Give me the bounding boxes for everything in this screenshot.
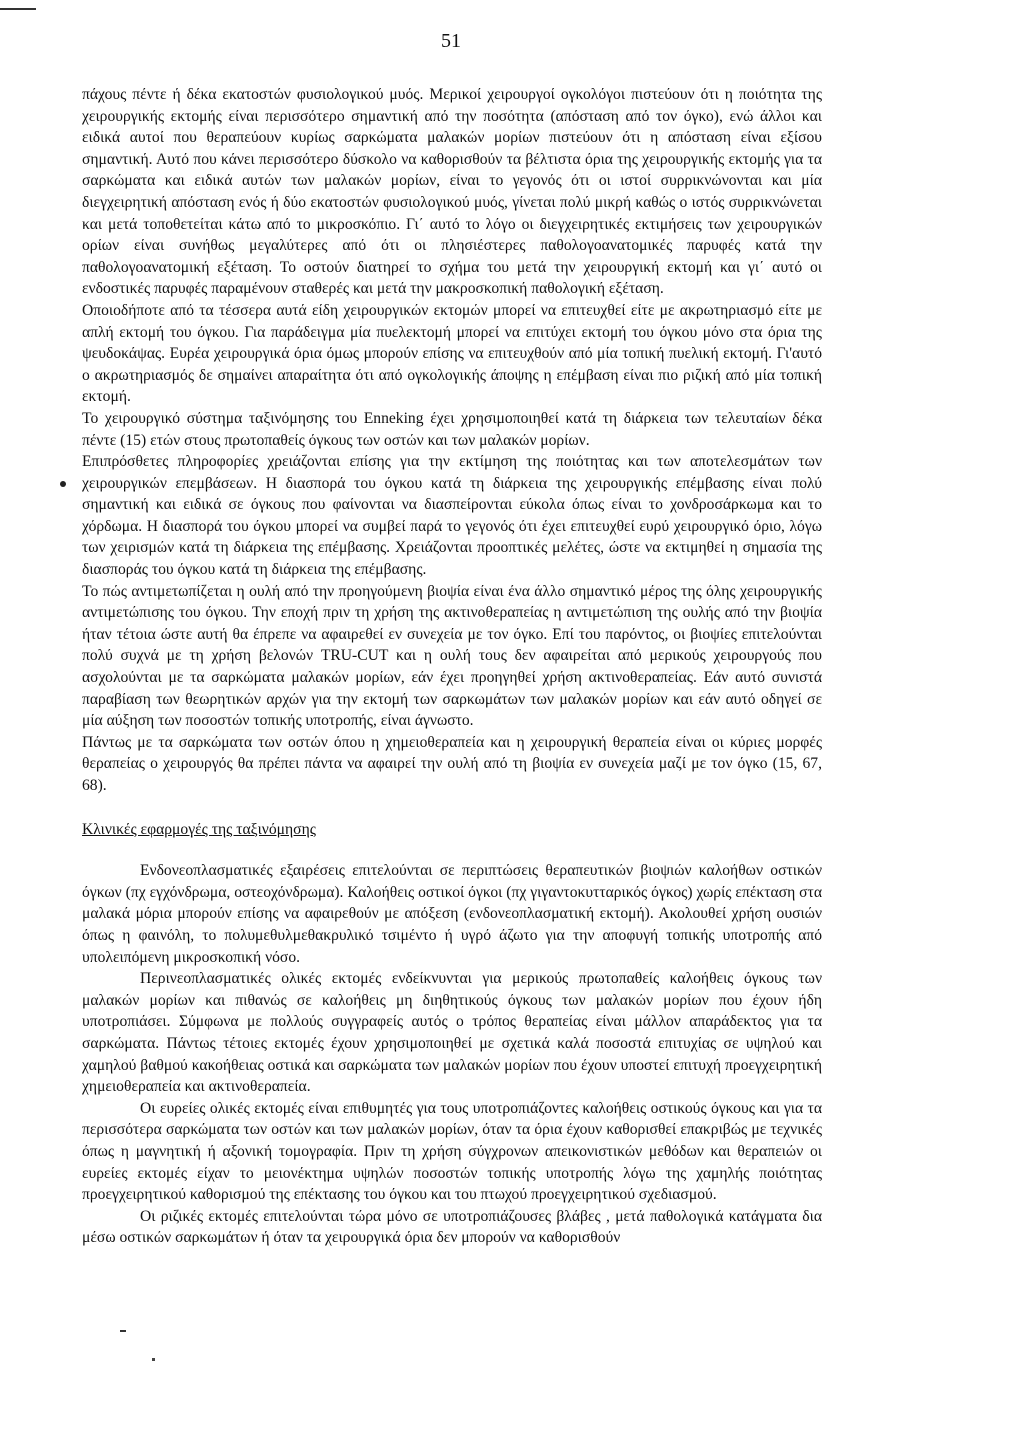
scan-artifact-line: [0, 8, 36, 10]
body-paragraph: πάχους πέντε ή δέκα εκατοστών φυσιολογικού μυός. Μερικοί χειρουργοί ογκολόγοι πιστεύουν ότι η ποιότητα της χειρουργικής εκτομής είναι περισσότερο σημαντική από την ποσότητα (απόσταση από τον όγκο), ενώ άλλοι και ειδικά αυτοί που θεραπεύουν κυρίως σαρκώματα μαλακών μορίων πιστεύουν ότι η απόσταση είναι εξίσου σημαντική. Αυτό που κάνει περισσότερο δύσκολο να καθορισθούν τα βέλτιστα όρια της χειρουργικής εκτομής για τα σαρκώματα και ειδικά αυτών των μαλακών μορίων, είναι το γεγονός ότι οι ιστοί συρρικνώνονται και μία διεγχειρητική απόσταση ενός ή δύο εκατοστών φυσιολογικού μυός, γίνεται πολύ μικρή καθώς ο ιστός συρρικνώνεται και μετά τοποθετείται κάτω από το μικροσκόπιο. Γι΄ αυτό το λόγο οι διεγχειρητικές εκτιμήσεις των χειρουργικών ορίων είναι συνήθως μεγαλύτερες από ότι οι πλησιέστερες παθολογοανατομικές παρυφές κατά την παθολογοανατομική εξέταση. Το οστούν διατηρεί το σχήμα του μετά την χειρουργική εκτομή και γι΄ αυτό οι ενδοστικές παρυφές παραμένουν σταθερές και μετά την μακροσκοπική παθολογική εξέταση.: [82, 86, 822, 298]
body-paragraph: Πάντως με τα σαρκώματα των οστών όπου η χημειοθεραπεία και η χειρουργική θεραπεία είναι οι κύριες μορφές θεραπείας ο χειρουργός θα πρέπει πάντα να αφαιρεί την ουλή από τη βιοψία εν συνεχεία μαζί με τον όγκο (15, 67, 68).: [82, 733, 822, 794]
page-body: [82, 84, 822, 1249]
body-paragraph: Το πώς αντιμετωπίζεται η ουλή από την προηγούμενη βιοψία είναι ένα άλλο σημαντικό μέρος της όλης χειρουργικής αντιμετώπισης του όγκου. Την εποχή πριν τη χρήση της ακτινοθεραπείας η αντιμετώπιση της ουλής από την βιοψία ήταν τέτοια ώστε αυτή θα έπρεπε να αφαιρεθεί εν συνεχεία με τον όγκο. Επί του παρόντος, οι βιοψίες επιτελούνται πολύ συχνά με τη χρήση βελονών TRU-CUT και η ουλή τους δεν αφαιρείται από μερικούς χειρουργούς που ασχολούνται με τα σαρκώματα μαλακών μορίων, εάν έχει προηγηθεί χρήση ακτινοθεραπείας. Εάν αυτό συνιστά παραβίαση των θεωρητικών αρχών για την εκτομή των σαρκωμάτων των μαλακών μορίων και εάν αυτό οδηγεί σε μία αύξηση των ποσοστών τοπικής υποτροπής, είναι άγνωστο.: [82, 582, 822, 730]
body-paragraph: Περινεοπλασματικές ολικές εκτομές ενδείκνυνται για μερικούς πρωτοπαθείς καλοήθεις όγκους των μαλακών μορίων και πιθανώς σε καλοήθεις μη διηθητικούς όγκους των μαλακών μορίων που έχουν ήδη υποτροπιάσει. Σύμφωνα με πολλούς συγγραφείς αυτός ο τρόπος θεραπείας είναι μάλλον απαράδεκτος για τα σαρκώματα. Πάντως τέτοιες εκτομές έχουν χρησιμοποιηθεί με σχετικά καλά ποσοστά επιτυχίας σε υψηλού και χαμηλού βαθμού κακοήθειας οστικά και σαρκώματα των μαλακών μορίων που έχουν υποστεί επιτυχή προεγχειρητική χημειοθεραπεία και ακτινοθεραπεία.: [82, 970, 822, 1096]
body-paragraph: Το χειρουργικό σύστημα ταξινόμησης του Enneking έχει χρησιμοποιηθεί κατά τη διάρκεια των τελευταίων δέκα πέντε (15) ετών στους πρωτοπαθείς όγκους των οστών και των μαλακών μορίων.: [82, 409, 822, 449]
scan-artifact-mark: [152, 1358, 155, 1361]
body-paragraph: Οι ριζικές εκτομές επιτελούνται τώρα μόνο σε υποτροπιάζουσες βλάβες , μετά παθολογικά κατάγματα δια μέσω οστικών σαρκωμάτων ή όταν τα χειρουργικά όρια δεν μπορούν να καθορισθούν: [82, 1207, 822, 1247]
body-paragraph: Οποιοδήποτε από τα τέσσερα αυτά είδη χειρουργικών εκτομών μπορεί να επιτευχθεί είτε με ακρωτηριασμό είτε με απλή εκτομή του όγκου. Για παράδειγμα μία πυελεκτομή μπορεί να επιτύχει εκτομή του όγκου μόνο στα όρια της ψευδοκάψας. Ευρέα χειρουργικά όρια όμως μπορούν επίσης να επιτευχθούν από μία τοπική πυελική εκτομή. Γι'αυτό ο ακρωτηριασμός δε σημαίνει απαραίτητα ότι από ογκολογικής άποψης η επέμβαση είναι πιο ριζική από μία τοπική εκτομή.: [82, 301, 822, 406]
scan-artifact-mark: [120, 1330, 126, 1332]
scan-artifact-dot: [60, 481, 66, 487]
body-paragraph: Επιπρόσθετες πληροφορίες χρειάζονται επίσης για την εκτίμηση της ποιότητας και των αποτελεσμάτων των χειρουργικών επεμβάσεων. Η διασπορά του όγκου κατά τη διάρκεια της χειρουργικής επέμβασης είναι πολύ σημαντική και ειδικά σε όγκους που φαίνονται να διασπείρονται εύκολα όπως είναι το χονδροσάρκωμα και το χόρδωμα. Η διασπορά του όγκου μπορεί να συμβεί παρά το γεγονός ότι έχει επιτευχθεί ευρύ χειρουργικό όριο, λόγω των χειρισμών κατά τη διάρκεια της επέμβασης. Χρειάζονται προοπτικές μελέτες, ώστε να εκτιμηθεί η σημασία της διασποράς του όγκου κατά τη διάρκεια της επέμβασης.: [82, 453, 822, 579]
page-number: 51: [441, 30, 461, 52]
body-paragraph: Ενδονεοπλασματικές εξαιρέσεις επιτελούνται σε περιπτώσεις θεραπευτικών βιοψιών καλοήθων οστικών όγκων (πχ εγχόνδρωμα, οστεοχόνδρωμα). Καλοήθεις οστικοί όγκοι (πχ γιγαντοκυτταρικός όγκος) χωρίς επέκταση στα μαλακά μόρια μπορούν επίσης να αφαιρεθούν με απόξεση (ενδονεοπλασματική εκτομή). Ακολουθεί χρήση ουσιών όπως η φαινόλη, το πολυμεθυλμεθακρυλικό τσιμέντο ή υγρό άζωτο για την αποφυγή τοπικής υποτροπής από υπολειπόμενη μικροσκοπική νόσο.: [82, 862, 822, 966]
body-paragraph: Οι ευρείες ολικές εκτομές είναι επιθυμητές για τους υποτροπιάζοντες καλοήθεις οστικούς όγκους και για τα περισσότερα σαρκώματα των οστών και των μαλακών μορίων, όταν τα όρια έχουν καθορισθεί επακριβώς με τεχνικές όπως η μαγνητική ή αξονική τομογραφία. Πριν τη χρήση σύγχρονων απεικονιστικών μεθόδων και θεραπειών οι ευρείες εκτομές είχαν το μειονέκτημα υψηλών ποσοστών τοπικής υποτροπής λόγω της χαμηλής ποιότητας προεγχειρητικού καθορισμού της επέκτασης του όγκου και του πτωχού προεγχειρητικού σχεδιασμού.: [82, 1099, 822, 1204]
section-heading: Κλινικές εφαρμογές της ταξινόμησης: [82, 820, 316, 838]
